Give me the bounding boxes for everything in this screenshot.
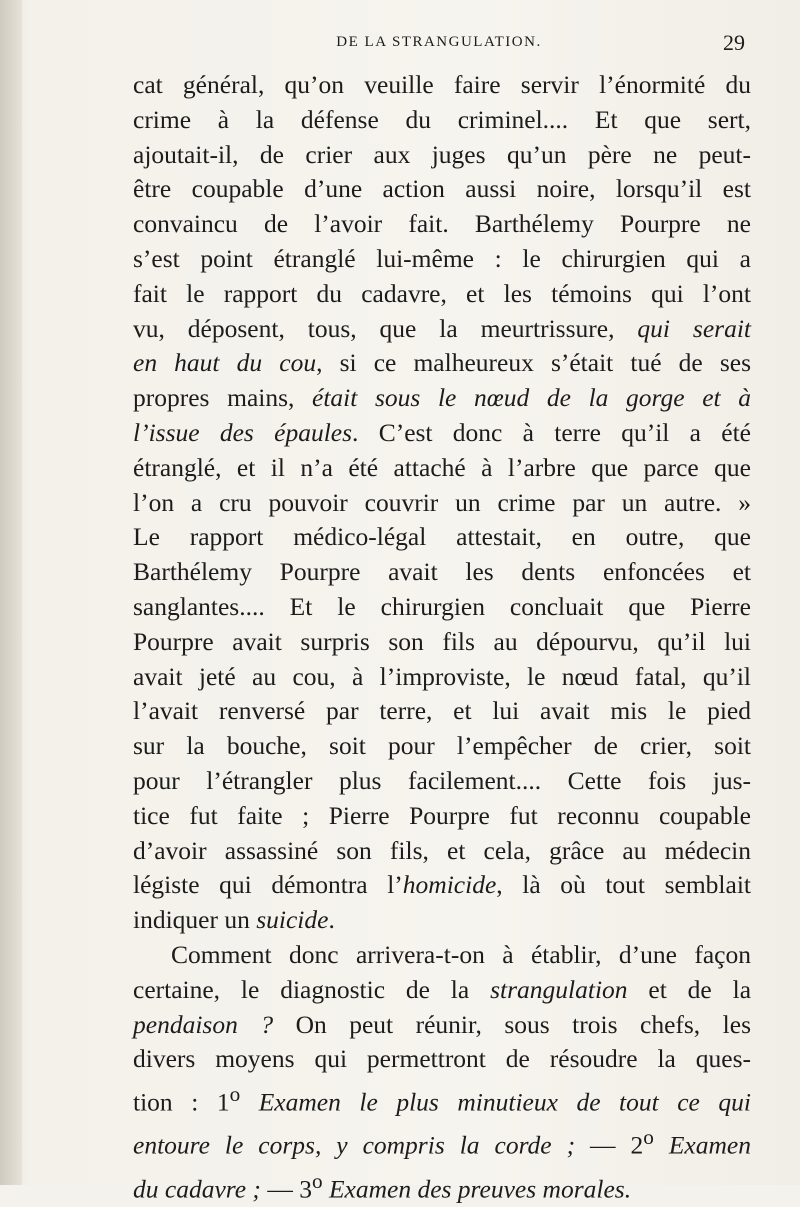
text-line: indiquer un suicide. xyxy=(133,905,335,935)
text-line: divers moyens qui permettront de résoudre la ques- xyxy=(133,1044,751,1074)
text-line: d’avoir assassiné son fils, et cela, grâce au médecin xyxy=(133,835,751,865)
text-line: ajoutait-il, de crier aux juges qu’un père ne peut- xyxy=(133,139,751,169)
text-line: cat général, qu’on veuille faire servir l’énormité du xyxy=(133,70,751,99)
text-line: étranglé, et il n’a été attaché à l’arbre que parce que xyxy=(133,452,751,482)
text-line: fait le rapport du cadavre, et les témoins qui l’ont xyxy=(133,278,751,308)
text-line: avait jeté au cou, à l’improviste, le nœud fatal, qu’il xyxy=(133,661,751,691)
text-line: légiste qui démontra l’homicide, là où tout semblait xyxy=(133,870,751,900)
text-line: tion : 1$^o$ Examen le plus minutieux de tout ce qui xyxy=(133,1082,751,1117)
text-line: Pourpre avait surpris son fils au dépourvu, qu’il lui xyxy=(133,626,751,656)
text-line: du cadavre ; — 3$^o$ Examen des preuves morales. xyxy=(133,1168,632,1204)
text-line: l’avait renversé par terre, et lui avait mis le pied xyxy=(133,696,751,726)
page-number: 29 xyxy=(723,30,745,55)
text-line: s’est point étranglé lui-même : le chirurgien qui a xyxy=(133,243,751,273)
text-line: l’on a cru pouvoir couvrir un crime par un autre. » xyxy=(133,487,751,517)
text-line: en haut du cou, si ce malheureux s’était tué de ses xyxy=(133,348,751,378)
text-line: pendaison ? On peut réunir, sous trois chefs, les xyxy=(133,1009,752,1039)
text-line: pour l’étrangler plus facilement.... Cette fois jus- xyxy=(133,765,751,795)
text-line: sanglantes.... Et le chirurgien concluait que Pierre xyxy=(133,591,751,621)
text-line: propres mains, était sous le nœud de la gorge et à xyxy=(133,383,752,413)
text-line: Barthélemy Pourpre avait les dents enfoncées et xyxy=(133,557,751,587)
page-gutter xyxy=(0,0,22,1185)
text-line: tice fut faite ; Pierre Pourpre fut reconnu coupable xyxy=(133,800,751,830)
page-header xyxy=(133,30,745,60)
text-line: Comment donc arrivera-t-on à établir, d’une façon xyxy=(171,939,751,969)
text-line: convaincu de l’avoir fait. Barthélemy Pourpre ne xyxy=(133,209,751,239)
paragraph xyxy=(133,68,751,938)
text-line: entoure le corps, y compris la corde ; — 2$^o$ Examen xyxy=(133,1125,751,1160)
text-line: crime à la défense du criminel.... Et que sert, xyxy=(133,104,751,134)
text-line: certaine, le diagnostic de la strangulation et de la xyxy=(133,974,752,1004)
text-line: être coupable d’une action aussi noire, lorsqu’il est xyxy=(133,174,751,204)
running-title: DE LA STRANGULATION. xyxy=(336,34,542,50)
paragraph xyxy=(133,938,751,1207)
text-line: vu, déposent, tous, que la meurtrissure, qui serait xyxy=(133,313,752,343)
text-line: l’issue des épaules. C’est donc à terre qu’il a été xyxy=(133,417,751,447)
text-line: sur la bouche, soit pour l’empêcher de crier, soit xyxy=(133,731,751,761)
body-text xyxy=(133,68,751,1207)
text-line: Le rapport médico-légal attestait, en outre, que xyxy=(133,522,751,552)
